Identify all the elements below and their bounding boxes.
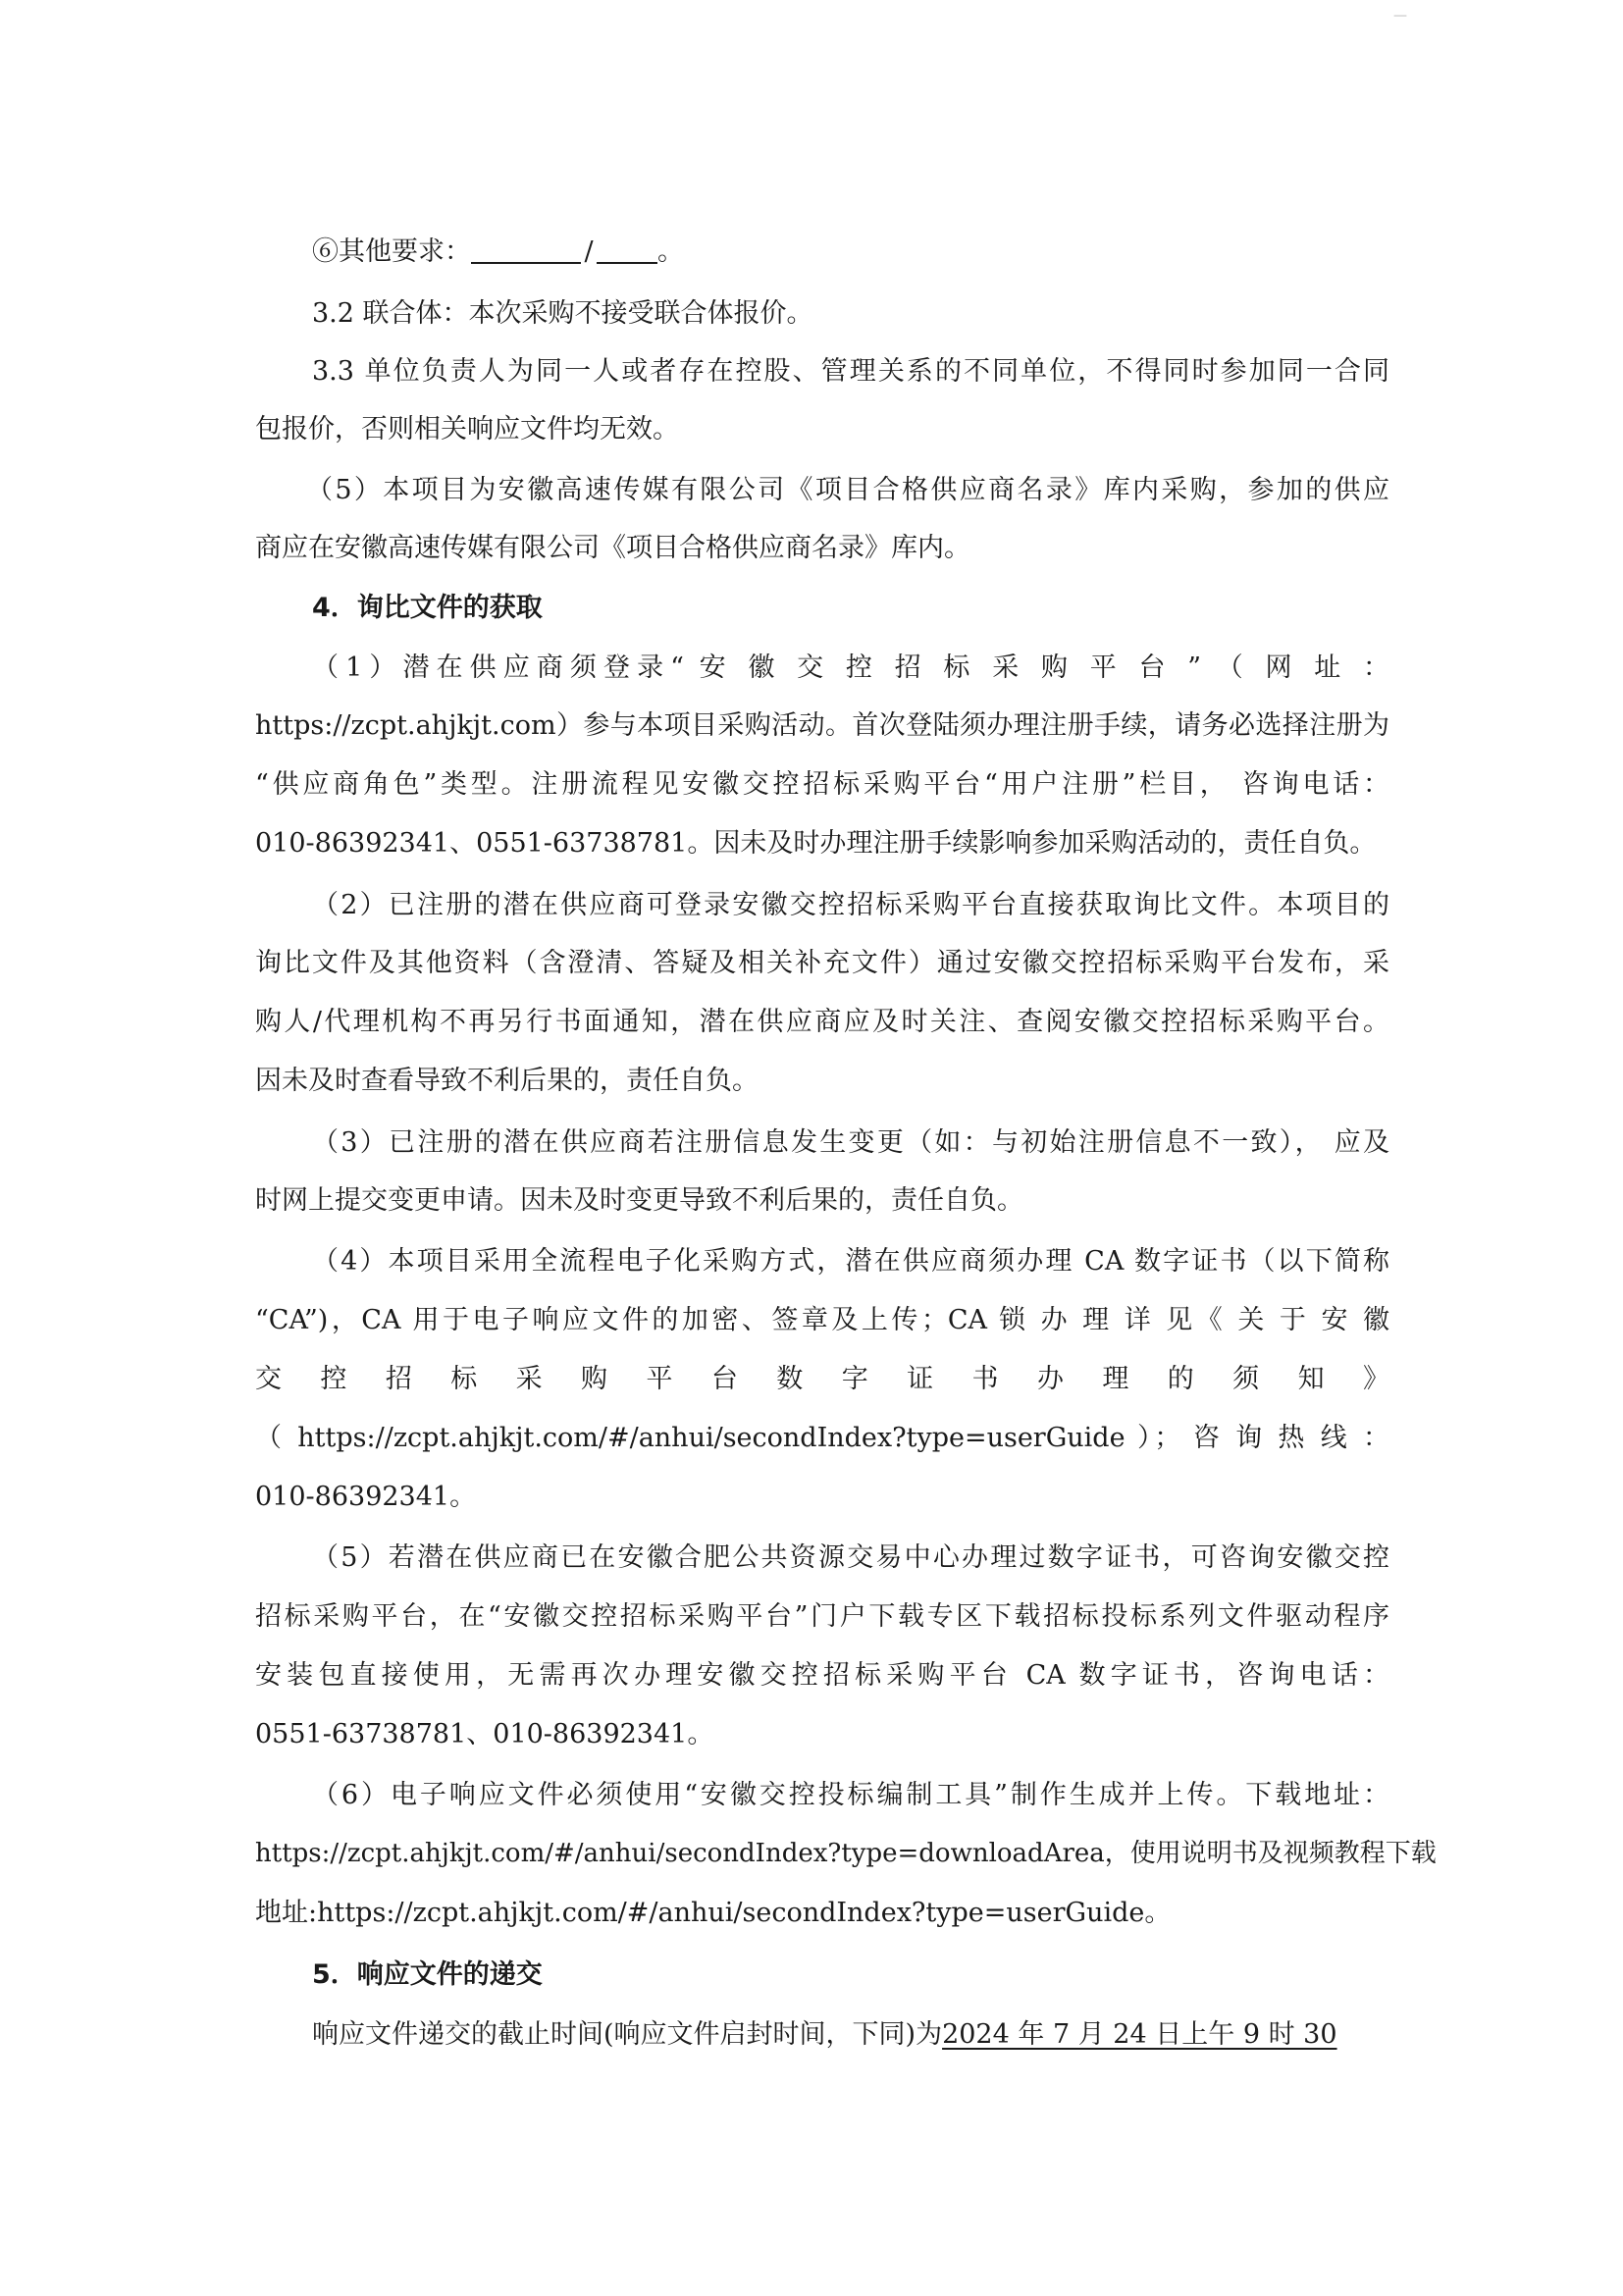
scan-mark: — [1393,8,1407,24]
s4-item-2-line-4: 因未及时查看导致不利后果的，责任自负。 [255,1066,759,1096]
s4-item-5-line-2: 招标采购平台，在“安徽交控招标采购平台”门户下载专区下载招标投标系列文件驱动程序 [255,1601,1389,1632]
slash-text: / [584,236,594,267]
section-4-heading: 4．询比文件的获取 [312,593,543,623]
paragraph-5-line-1: （5）本项目为安徽高速传媒有限公司《项目合格供应商名录》库内采购，参加的供应 [306,475,1389,505]
s4-item-4-line-3: 交 控 招 标 采 购 平 台 数 字 证 书 办 理 的 须 知 》 [255,1364,1389,1394]
s4-item-5-line-3: 安装包直接使用，无需再次办理安徽交控招标采购平台 CA 数字证书，咨询电话： [255,1660,1389,1691]
other-requirements-line [312,233,684,272]
paragraph-5-line-2: 商应在安徽高速传媒有限公司《项目合格供应商名录》库内。 [255,533,970,563]
s4-item-6-line-3: 地址:https://zcpt.ahjkjt.com/#/anhui/secondIndex?type=userGuide。 [255,1898,1172,1928]
deadline-prefix: 响应文件递交的截止时间(响应文件启封时间，下同)为 [312,2019,943,2050]
s4-item-5-line-1: （5）若潜在供应商已在安徽合肥公共资源交易中心办理过数字证书，可咨询安徽交控 [312,1542,1389,1573]
other-requirements-label: ⑥其他要求： [312,236,471,267]
section-5-heading: 5．响应文件的递交 [312,1959,543,1990]
s4-item-4-line-5: 010-86392341。 [255,1482,477,1512]
s4-item-4-line-1: （4）本项目采用全流程电子化采购方式，潜在供应商须办理 CA 数字证书（以下简称 [312,1246,1389,1277]
s4-item-2-line-3: 购人/代理机构不再另行书面通知，潜在供应商应及时关注、查阅安徽交控招标采购平台。 [255,1007,1389,1037]
blank-field [471,233,581,264]
paragraph-3-2: 3.2 联合体：本次采购不接受联合体报价。 [312,298,813,329]
paragraph-3-3-line-2: 包报价，否则相关响应文件均无效。 [255,414,679,444]
s4-item-3-line-1: （3）已注册的潜在供应商若注册信息发生变更（如：与初始注册信息不一致）， 应及 [312,1127,1389,1158]
s4-item-2-line-1: （2）已注册的潜在供应商可登录安徽交控招标采购平台直接获取询比文件。本项目的 [312,890,1389,920]
s4-item-1-line-1: （1）潜在供应商须登录“ 安 徽 交 控 招 标 采 购 平 台 ” （ 网 址 ： [312,652,1389,683]
s4-item-4-line-2: “CA”)，CA 用于电子响应文件的加密、签章及上传；CA 锁 办 理 详 见《 关 于 安 徽 [255,1305,1389,1335]
deadline-date: 2024 年 7 月 24 日上午 9 时 30 [942,2019,1337,2050]
period-text: 。 [657,236,684,267]
s4-item-3-line-2: 时网上提交变更申请。因未及时变更导致不利后果的，责任自负。 [255,1185,1023,1216]
s4-item-4-line-4: （ https://zcpt.ahjkjt.com/#/anhui/secondIndex?type=userGuide ）； 咨 询 热 线 ： [255,1423,1389,1453]
blank-field [597,233,657,264]
s4-item-1-line-3: “供应商角色”类型。注册流程见安徽交控招标采购平台“用户注册”栏目， 咨询电话： [255,769,1389,800]
s4-item-1-line-4: 010-86392341、0551-63738781。因未及时办理注册手续影响参加采购活动的，责任自负。 [255,828,1377,859]
s5-deadline-line [312,2015,1337,2055]
s4-item-2-line-2: 询比文件及其他资料（含澄清、答疑及相关补充文件）通过安徽交控招标采购平台发布，采 [255,948,1389,978]
s4-item-6-line-1: （6）电子响应文件必须使用“安徽交控投标编制工具”制作生成并上传。下载地址： [312,1780,1389,1810]
s4-item-6-line-2: https://zcpt.ahjkjt.com/#/anhui/secondIndex?type=downloadArea，使用说明书及视频教程下载 [255,1839,1437,1868]
s4-item-1-line-2: https://zcpt.ahjkjt.com）参与本项目采购活动。首次登陆须办理注册手续，请务必选择注册为 [255,710,1389,741]
s4-item-5-line-4: 0551-63738781、010-86392341。 [255,1719,714,1749]
paragraph-3-3-line-1: 3.3 单位负责人为同一人或者存在控股、管理关系的不同单位，不得同时参加同一合同 [312,356,1389,387]
